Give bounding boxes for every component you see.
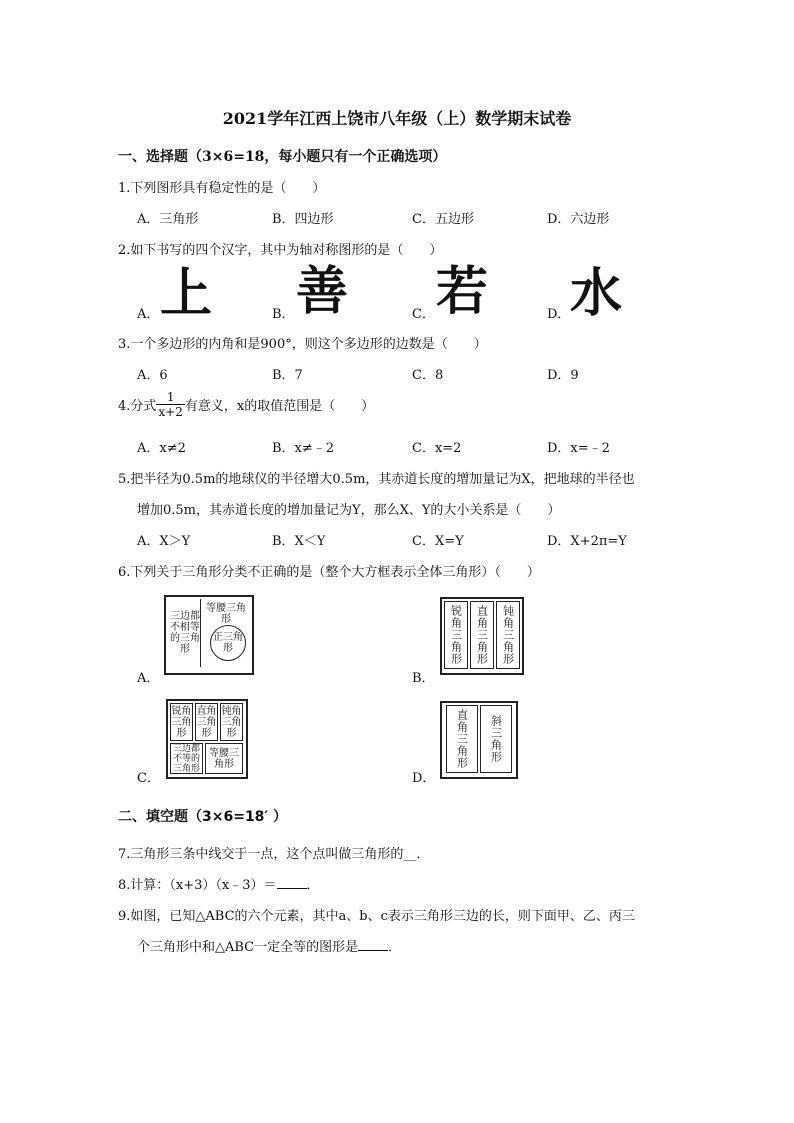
q6-figure-b <box>440 597 524 675</box>
q4-denominator: x+2 <box>158 405 183 419</box>
section-1-heading: 一、选择题（3×6=18，每小题只有一个正确选项） <box>118 149 447 165</box>
question-8 <box>118 874 320 893</box>
section-2-heading: 二、填空题（3×6=18′ ） <box>118 809 287 825</box>
q2-char-shang: 上 <box>160 264 213 324</box>
q1-option-c: C．五边形 <box>412 212 474 227</box>
q5-option-c: C．X=Y <box>412 534 464 549</box>
q3-option-d: D．9 <box>547 368 579 383</box>
q4-prefix: 4.分式 <box>118 399 157 414</box>
figa-isosceles-label: 等腰三角形 <box>206 603 246 625</box>
q6-figure-a <box>164 595 254 675</box>
q6-option-c: C． <box>137 771 160 786</box>
q8-suffix: ． <box>306 878 320 893</box>
figc-obtuse-region: 钝角三角形 <box>220 703 243 741</box>
figd-right-region <box>446 705 478 773</box>
q4-option-c: C．x=2 <box>412 441 462 456</box>
q4-fraction <box>156 390 184 419</box>
q9-suffix: ． <box>388 940 402 955</box>
figd-right-label: 直角三角形 <box>455 709 469 769</box>
q2-char-ruo: 若 <box>436 262 489 322</box>
q6-figure-c <box>166 699 248 779</box>
figc-scalene-region: 三边都不等的三角形 <box>170 743 203 774</box>
question-9-line-2 <box>137 936 401 955</box>
q2-option-a: A． <box>137 307 160 322</box>
q1-option-a: A．三角形 <box>137 212 199 227</box>
q6-option-b: B． <box>412 671 435 686</box>
q6-option-d: D． <box>412 771 436 786</box>
q2-char-shui: 水 <box>570 264 623 324</box>
q2-option-b: B． <box>272 307 295 322</box>
question-5-line-2: 增加0.5m，其赤道长度的增加量记为Y，那么X、Y的大小关系是（ ） <box>137 503 561 518</box>
q4-option-b: B．x≠﹣2 <box>272 441 335 456</box>
figc-acute-region: 锐角三角形 <box>170 703 193 741</box>
q5-option-d: D．X+2π=Y <box>547 534 627 549</box>
q8-answer-blank[interactable] <box>277 888 307 889</box>
q3-option-c: C．8 <box>412 368 444 383</box>
q3-option-a: A．6 <box>137 368 168 383</box>
question-6: 6.下列关于三角形分类不正确的是（整个大方框表示全体三角形）（ ） <box>118 565 540 580</box>
figb-obtuse-region <box>496 601 520 669</box>
q9-prefix: 个三角形中和△ABC一定全等的图形是 <box>137 940 359 955</box>
q9-answer-blank[interactable] <box>358 950 388 951</box>
q2-char-shan: 善 <box>296 262 349 322</box>
q4-suffix: 有意义，x的取值范围是（ ） <box>184 399 375 414</box>
figc-right-region: 直角三角形 <box>195 703 218 741</box>
q3-option-b: B．7 <box>272 368 303 383</box>
q4-numerator: 1 <box>156 390 184 405</box>
q4-option-a: A．x≠2 <box>137 441 186 456</box>
q8-prefix: 8.计算：（x+3）（x﹣3）＝ <box>118 878 277 893</box>
question-2: 2.如下书写的四个汉字，其中为轴对称图形的是（ ） <box>118 243 443 258</box>
question-4 <box>118 390 374 419</box>
q2-option-d: D． <box>547 307 571 322</box>
figb-acute-label: 锐角三角形 <box>449 605 463 665</box>
q2-option-c: C． <box>412 307 435 322</box>
figb-acute-region <box>444 601 468 669</box>
q6-option-a: A． <box>137 671 160 686</box>
q6-figure-d <box>440 701 518 779</box>
page-title: 2021学年江西上饶市八年级（上）数学期末试卷 <box>222 109 572 128</box>
figb-right-label: 直角三角形 <box>475 605 489 665</box>
q1-option-d: D．六边形 <box>547 212 610 227</box>
figa-scalene-region: 三边都不相等的三角形 <box>170 599 201 667</box>
figb-obtuse-label: 钝角三角形 <box>501 605 515 665</box>
question-3: 3.一个多边形的内角和是900°，则这个多边形的边数是（ ） <box>118 337 487 352</box>
q1-option-b: B．四边形 <box>272 212 334 227</box>
question-1: 1.下列图形具有稳定性的是（ ） <box>118 181 326 196</box>
q5-option-a: A．X＞Y <box>137 534 191 549</box>
question-5-line-1: 5.把半径为0.5m的地球仪的半径增大0.5m，其赤道长度的增加量记为X，把地球的半径也 <box>118 472 635 487</box>
figc-isosceles-region: 等腰三角形 <box>205 743 243 774</box>
question-9-line-1: 9.如图，已知△ABC的六个元素，其中a、b、c表示三角形三边的长，则下面甲、乙、丙三 <box>118 909 635 924</box>
q4-option-d: D．x=﹣2 <box>547 441 610 456</box>
q5-option-b: B．X＜Y <box>272 534 326 549</box>
figd-oblique-label: 斜三角形 <box>489 715 503 763</box>
figd-oblique-region <box>480 705 512 773</box>
question-7: 7.三角形三条中线交于一点，这个点叫做三角形的__． <box>118 847 430 862</box>
figa-equilateral-circle: 正三角形 <box>210 625 246 661</box>
figb-right-region <box>470 601 494 669</box>
